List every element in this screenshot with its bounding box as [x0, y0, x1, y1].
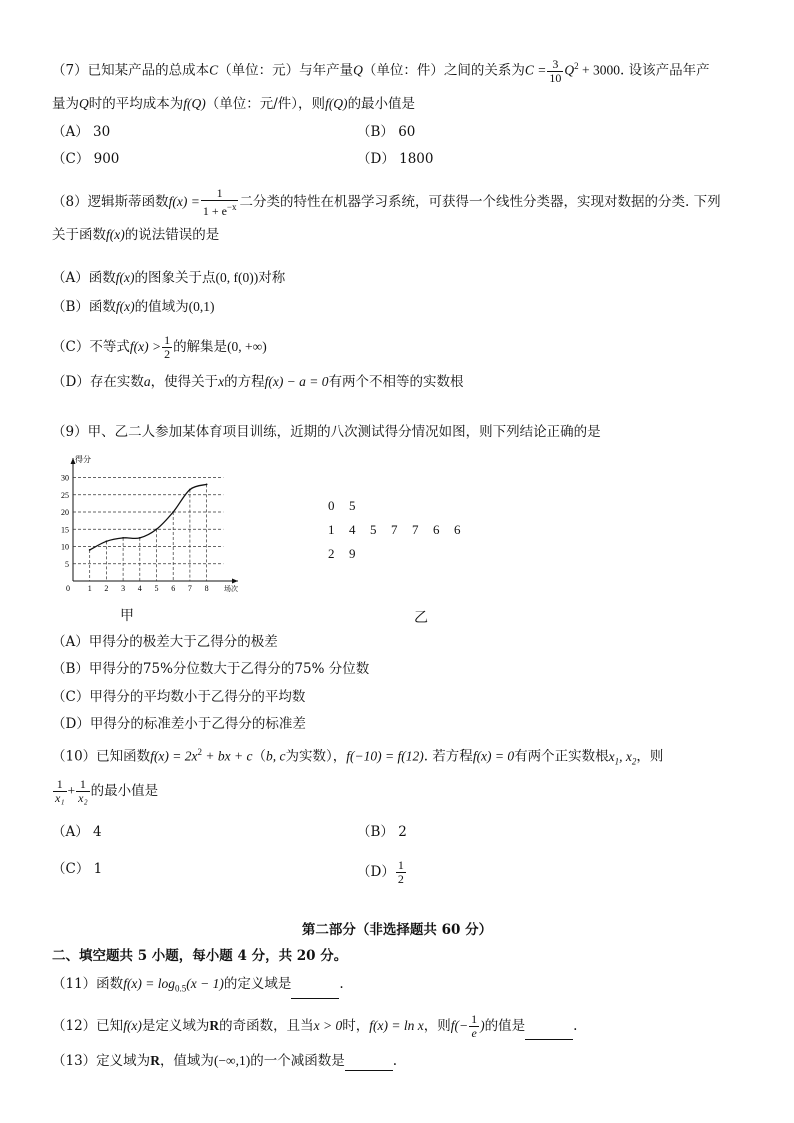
q10-option-a[interactable]: （A） 4	[52, 824, 102, 840]
section-heading: 二、填空题共 5 小题，每小题 4 分，共 20 分。	[52, 948, 348, 964]
q11-text: （11）函数	[52, 976, 124, 992]
q8-text: 对称	[258, 270, 286, 286]
q8-line1	[52, 187, 721, 218]
q8-option-b[interactable]	[52, 297, 215, 317]
q11-text: .	[339, 976, 344, 992]
q7-frac-num: 3	[547, 58, 563, 72]
q8-fx: f(x) >	[129, 339, 162, 354]
q10-option-d-fraction	[396, 859, 406, 886]
q8-var-x: x	[218, 374, 225, 389]
y-tick-label: 30	[61, 473, 69, 483]
q12-text: 是定义域为	[141, 1018, 210, 1034]
q12-fx: f(x)	[123, 1018, 142, 1033]
q8-frac-den	[201, 201, 239, 218]
series-line	[90, 484, 207, 550]
data-point	[206, 484, 208, 486]
q9-option-c[interactable]: （C）甲得分的平均数小于乙得分的平均数	[52, 689, 306, 705]
q12-condition: x > 0	[313, 1018, 343, 1033]
leaf-value: 6	[454, 522, 461, 537]
leaf-value: 9	[349, 546, 356, 561]
y-tick-label: 5	[65, 559, 69, 569]
q8-set: (0, +∞)	[227, 339, 267, 354]
stem-leaf-row	[328, 546, 475, 570]
q12-f-arg: f(−	[450, 1018, 469, 1033]
x-tick-label: 3	[121, 584, 126, 593]
q7-fq: f(Q)	[183, 96, 206, 111]
q11-answer-blank[interactable]	[291, 984, 339, 999]
q9-option-a[interactable]: （A）甲得分的极差大于乙得分的极差	[52, 634, 278, 650]
q7-text: （单位：元）与年产量	[218, 62, 354, 79]
q10-option-b[interactable]: （B） 2	[357, 824, 407, 840]
y-tick-label: 15	[61, 525, 69, 535]
q9-line-chart	[56, 450, 246, 600]
q8-text: 的方程	[224, 374, 265, 390]
q10-option-d[interactable]	[357, 859, 407, 886]
q12-definition: f(x) = ln x	[369, 1018, 424, 1033]
q8-option-a[interactable]	[52, 268, 285, 288]
q7-text: 量为	[52, 96, 79, 112]
q10-line2	[52, 778, 158, 805]
q10-option-d-label: （D）	[357, 864, 395, 880]
x-tick-label: 6	[171, 584, 176, 593]
q12-fraction	[469, 1013, 479, 1040]
x-tick-label: 1	[87, 584, 92, 593]
q11-fx: f(x) = log	[123, 976, 176, 991]
q10-text: 有两个正实数根	[514, 748, 609, 765]
q7-formula-tail: + 3000	[578, 62, 620, 78]
q7-var-q: Q	[353, 62, 363, 78]
q10-fraction-2	[76, 778, 90, 805]
q10-equation: f(x) = 0	[472, 748, 515, 764]
q13-range: (−∞,1)	[213, 1053, 251, 1068]
q10-bc: b, c	[266, 748, 286, 764]
q12-f-arg: )	[480, 1018, 485, 1033]
q10-frac-num: 1	[397, 858, 404, 872]
q8-option-c[interactable]	[52, 334, 267, 361]
q8-fx: f(x) =	[168, 194, 200, 209]
data-point	[156, 528, 158, 530]
q8-text: 的解集是	[173, 339, 228, 355]
q8-frac-den-base: 1 + e	[202, 204, 227, 218]
q10-frac-den: x₁	[55, 791, 65, 805]
q8-range: (0,1)	[188, 299, 215, 314]
q12-text: 的值是	[484, 1018, 526, 1034]
q10-frac-num: 1	[53, 778, 67, 792]
q8-frac-num: 1	[164, 333, 171, 347]
q7-frac-den: 10	[549, 70, 562, 85]
q8-text: （B）函数	[52, 299, 116, 315]
q7-line1	[52, 56, 710, 85]
q10-exp: 2	[197, 747, 203, 757]
q7-var-c: C	[209, 62, 219, 78]
leaf-value: 5	[349, 498, 356, 513]
q7-text: （单位：件）之间的关系为	[362, 62, 525, 79]
q12-frac-num: 1	[471, 1012, 478, 1026]
q7-option-b[interactable]: （B） 60	[357, 124, 416, 140]
q11-log-base: 0.5	[175, 983, 187, 994]
q8-text: （D）存在实数	[52, 374, 144, 390]
q8-fx: f(x)	[115, 299, 135, 314]
q13-answer-blank[interactable]	[345, 1056, 393, 1071]
q8-text: ，使得关于	[150, 374, 219, 390]
q8-fx: f(x)	[106, 227, 125, 242]
q7-text: （单位：元/件），则	[205, 96, 326, 112]
x-tick-label: 5	[154, 584, 159, 593]
q10-text: . 若方程	[423, 748, 473, 765]
q13-text: ，值域为	[159, 1053, 214, 1069]
q8-text: 二分类的特性在机器学习系统，可获得一个线性分类器，实现对数据的分类. 下列	[239, 194, 721, 210]
q9-label-yi: 乙	[414, 610, 428, 626]
y-tick-label: 25	[61, 490, 69, 500]
q13-real-set: R	[150, 1053, 160, 1068]
q12-text: 的奇函数，且当	[219, 1018, 314, 1034]
q8-text: 关于函数	[52, 227, 106, 243]
stem-value: 0	[328, 498, 335, 513]
q8-option-d[interactable]	[52, 372, 464, 392]
q8-frac-den: 2	[164, 347, 171, 361]
x-axis-arrow	[232, 579, 238, 584]
q7-text: . 设该产品年产	[619, 62, 710, 79]
x-tick-label: 7	[187, 584, 192, 593]
q10-fx-def: f(x) = 2x	[150, 748, 198, 764]
y-tick-label: 20	[61, 508, 69, 517]
leaf-value: 7	[412, 522, 419, 537]
q13-text: （13）定义域为	[52, 1053, 151, 1069]
q8-frac-den-exp: −x	[226, 202, 237, 212]
q9-stem: （9）甲、乙二人参加某体育项目训练，近期的八次测试得分情况如图，则下列结论正确的是	[52, 424, 601, 440]
leaf-value: 4	[349, 522, 356, 537]
q12-line	[52, 1013, 577, 1040]
q10-fx-tail: + bx + c	[202, 748, 253, 764]
q11-text: 的定义域是	[223, 976, 292, 992]
q10-fraction-1	[53, 778, 67, 805]
q10-option-c[interactable]: （C） 1	[52, 861, 103, 877]
q10-frac-num: 1	[76, 778, 90, 792]
q8-text: 的值域为	[134, 299, 189, 315]
q8-line2	[52, 225, 219, 245]
q10-plus: +	[67, 783, 76, 798]
q8-text: 的图象关于点	[134, 270, 216, 286]
data-point	[172, 511, 174, 513]
q10-roots: $x_1$, $x_2$	[608, 748, 637, 767]
q7-var-q: Q	[564, 62, 575, 78]
q10-root: x	[625, 748, 632, 764]
q9-option-d[interactable]: （D）甲得分的标准差小于乙得分的标准差	[52, 716, 306, 732]
data-point	[89, 549, 91, 551]
q8-point: (0, f(0))	[215, 270, 259, 285]
q10-text: ，则	[636, 748, 664, 765]
q7-text: 时的平均成本为	[88, 96, 184, 112]
q7-text: （7）已知某产品的总成本	[52, 62, 210, 79]
q10-root: x	[608, 748, 615, 764]
q10-text: （	[252, 748, 266, 765]
stem-leaf-row	[328, 522, 475, 546]
stem-leaf-row	[328, 498, 475, 522]
q12-text: .	[573, 1018, 578, 1034]
q11-line	[52, 974, 344, 999]
q7-formula-lhs: C =	[524, 62, 547, 78]
data-point	[106, 540, 108, 542]
q7-option-d[interactable]: （D） 1800	[357, 151, 434, 167]
stem-value: 2	[328, 546, 335, 561]
q13-line	[52, 1051, 397, 1071]
q12-real-set: R	[209, 1018, 220, 1033]
x-tick-label: 4	[137, 584, 142, 593]
q8-equation: f(x) − a = 0	[264, 374, 329, 389]
x-tick-label: 8	[204, 584, 209, 593]
q13-text: 的一个减函数是	[250, 1053, 345, 1069]
data-point	[122, 537, 124, 539]
q12-text: （12）已知	[52, 1018, 124, 1034]
q10-frac-den: x₂	[78, 791, 88, 805]
q12-answer-blank[interactable]	[525, 1025, 573, 1040]
q10-text: 为实数），	[285, 748, 347, 765]
q7-var-q: Q	[79, 96, 89, 111]
data-point	[139, 537, 141, 539]
x-axis-title: 场次	[224, 585, 238, 593]
leaf-value: 5	[370, 522, 377, 537]
q8-var-a: a	[143, 374, 151, 389]
q8-fraction	[201, 187, 239, 218]
x-tick-label: 2	[104, 584, 109, 593]
q9-stem-leaf-plot	[328, 498, 475, 570]
q8-text: （A）函数	[52, 270, 116, 286]
leaf-value: 6	[433, 522, 440, 537]
q7-option-c[interactable]: （C） 900	[52, 151, 120, 167]
q7-line2	[52, 94, 415, 114]
origin-label: 0	[66, 584, 70, 593]
q7-fraction	[547, 58, 563, 85]
q7-exp: 2	[574, 61, 579, 71]
part2-title: 第二部分（非选择题共 60 分）	[301, 922, 493, 938]
y-tick-label: 10	[61, 542, 69, 552]
q10-text: （10）已知函数	[52, 748, 151, 765]
q8-text: （C）不等式	[52, 339, 130, 355]
q12-text: ，则	[423, 1018, 451, 1034]
q9-label-jia: 甲	[120, 608, 134, 624]
q10-line1	[52, 742, 663, 771]
stem-value: 1	[328, 522, 335, 537]
q7-option-a[interactable]: （A） 30	[52, 124, 111, 140]
q8-text: 有两个不相等的实数根	[328, 374, 464, 390]
q9-option-b[interactable]: （B）甲得分的75%分位数大于乙得分的75% 分位数	[52, 661, 370, 677]
q8-text: （8）逻辑斯蒂函数	[52, 194, 169, 210]
q12-text: 时，	[342, 1018, 370, 1034]
q10-condition: f(−10) = f(12)	[346, 748, 424, 764]
q8-fx: f(x)	[115, 270, 135, 285]
leaf-value: 7	[391, 522, 398, 537]
q8-frac-num: 1	[201, 187, 239, 201]
q13-text: .	[392, 1053, 398, 1069]
data-point	[189, 489, 191, 491]
q8-text: 的说法错误的是	[124, 227, 220, 243]
q12-frac-den: e	[471, 1026, 477, 1040]
q8-half-fraction	[162, 334, 172, 361]
y-axis-title: 得分	[75, 455, 91, 464]
q11-log-arg: (x − 1)	[186, 976, 224, 991]
q7-fq: f(Q)	[325, 96, 348, 111]
q10-frac-den: 2	[397, 872, 404, 886]
q10-text: 的最小值是	[90, 783, 159, 799]
q7-text: 的最小值是	[347, 96, 416, 112]
